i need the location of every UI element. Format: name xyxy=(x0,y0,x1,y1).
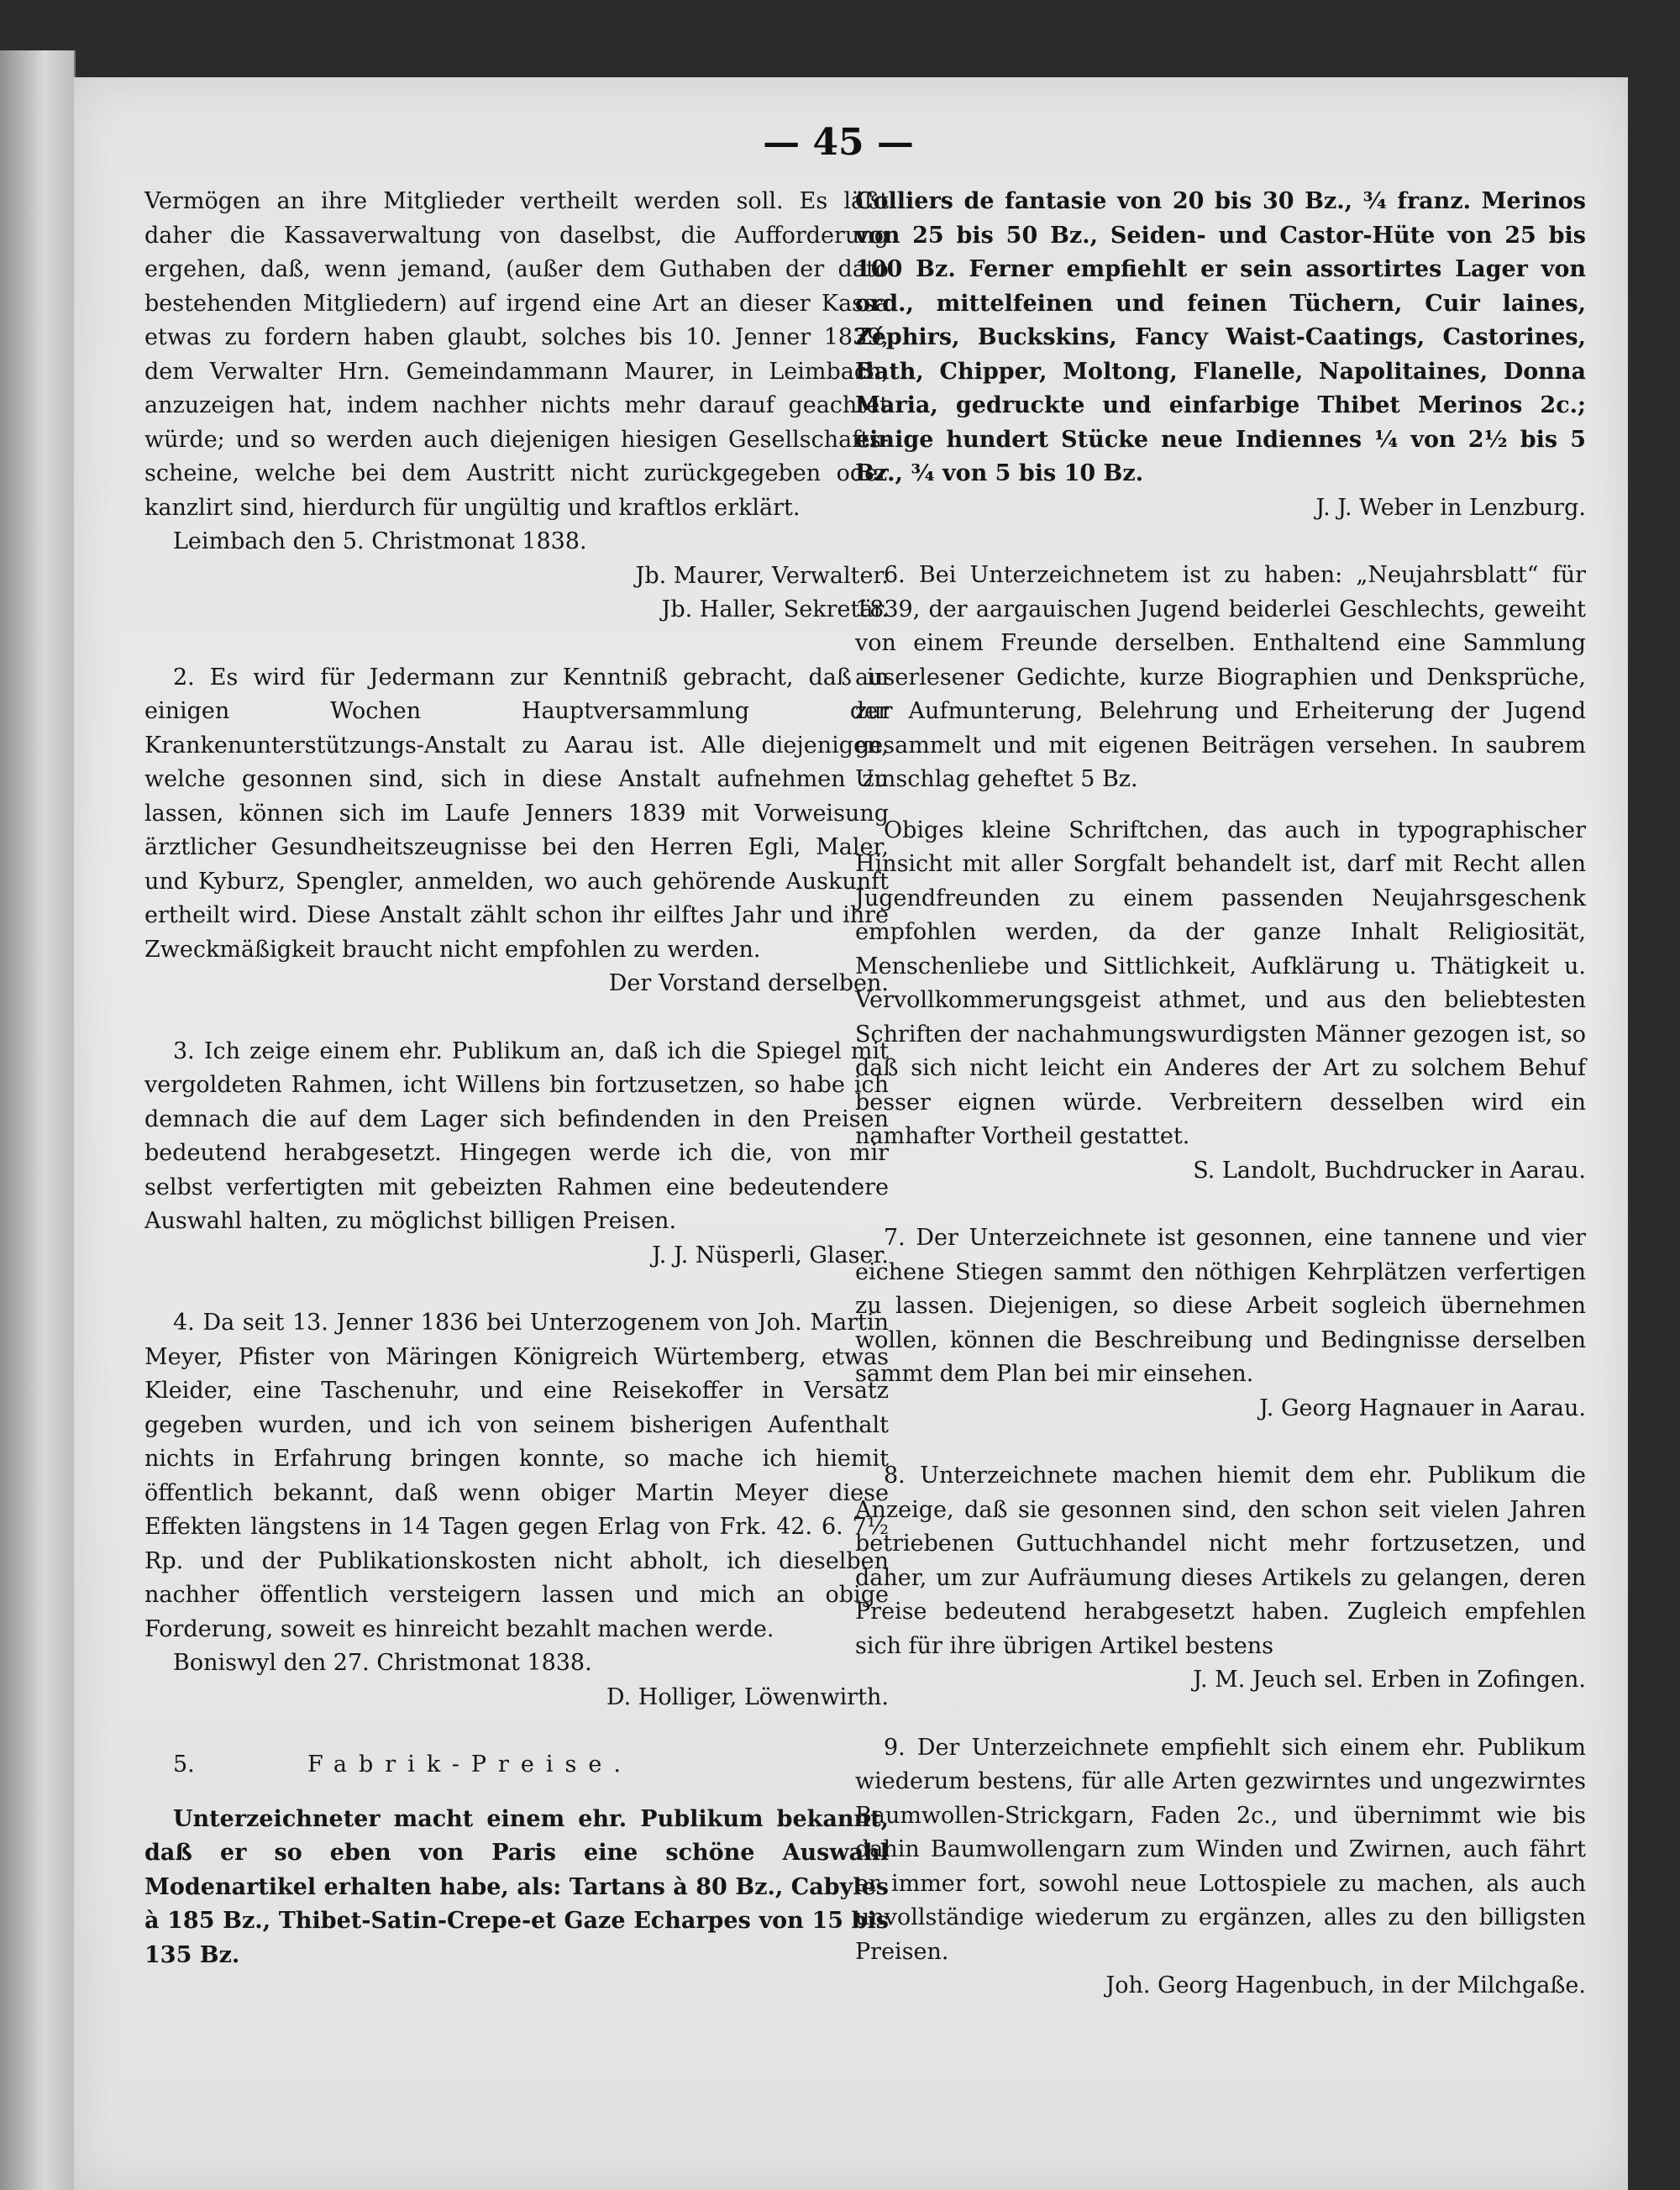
signature: S. Landolt, Buchdrucker in Aarau. xyxy=(1193,1157,1586,1184)
notice-text: 3. Ich zeige einem ehr. Publikum an, daß ich die Spiegel mit vergoldeten Rahmen, icht Willens bin fortzusetzen, so habe ich demnach die auf dem Lager sich befindenden in den Preisen bedeutend herabgesetzt. Hingegen werde ich die, von mir selbst verfertigten mit gebeizten Rahmen eine bedeutendere Auswahl halten, zu möglichst billigen Preisen. xyxy=(144,1037,889,1234)
notice-text: 7. Der Unterzeichnete ist gesonnen, eine tannene und vier eichene Stiegen sammt den nöthigen Kehrplätzen verfertigen zu lassen. Diejenigen, so diese Arbeit sogleich übernehmen wollen, können die Beschreibung und Bedingnisse derselben sammt dem Plan bei mir einsehen. xyxy=(855,1225,1586,1387)
notice-continued xyxy=(144,185,889,628)
adjacent-page-edge xyxy=(0,50,76,2190)
notice-number: 5. xyxy=(173,1751,195,1778)
dateline: Boniswyl den 27. Christmonat 1838. xyxy=(173,1650,592,1676)
notice-4 xyxy=(144,1306,889,1715)
notice-6 xyxy=(855,559,1586,1188)
notice-7 xyxy=(855,1221,1586,1426)
page-number: — 45 — xyxy=(763,121,914,164)
notice-5-continued xyxy=(855,185,1586,525)
notice-9 xyxy=(855,1731,1586,2004)
notice-text: 4. Da seit 13. Jenner 1836 bei Unterzogenem von Joh. Martin Meyer, Pfister von Märingen Königreich Würtemberg, etwas Kleider, eine Taschenuhr, und eine Reisekoffer in Versatz gegeben wurden, und ich von seinem bisherigen Aufenthalt nichts in Erfahrung bringen konnte, so mache ich hiemit öffentlich bekannt, daß wenn obiger Martin Meyer diese Effekten längstens in 14 Tagen gegen Erlag von Frk. 42. 6. 7½ Rp. und der Publikationskosten nicht abholt, ich dieselben nachher öffentlich versteigern lassen und mich an obige Forderung, soweit es hinreicht bezahlt machen werde. xyxy=(144,1310,889,1642)
signature: J. J. Weber in Lenzburg. xyxy=(1315,494,1586,521)
notice-8 xyxy=(855,1459,1586,1698)
notice-heading xyxy=(144,1748,889,1783)
right-column xyxy=(855,185,1586,2037)
signature: J. M. Jeuch sel. Erben in Zofingen. xyxy=(1193,1667,1586,1693)
notice-text-2: Obiges kleine Schriftchen, das auch in typographischer Hinsicht mit aller Sorgfalt behandelt ist, darf mit Recht allen Jugendfreunden zu einem passenden Neujahrsgeschenk empfohlen werden, da der ganze Inhalt Religiosität, Menschenliebe und Sittlichkeit, Aufklärung u. Thätigkeit u. Vervollkommerungsgeist athmet, und aus den beliebtesten Schriften der nachahmungswurdigsten Männer gezogen ist, so daß sich nicht leicht ein Anderes der Art zu solchem Behuf besser eignen würde. Verbreitern desselben wird ein namhafter Vortheil gestattet. xyxy=(855,817,1586,1149)
notice-text: 2. Es wird für Jedermann zur Kenntniß gebracht, daß in einigen Wochen Hauptversammlung der Krankenunterstützungs-Anstalt zu Aarau ist. Alle diejenigen, welche gesonnen sind, sich in diese Anstalt aufnehmen zu lassen, können sich im Laufe Jenners 1839 mit Vorweisung ärztlicher Gesundheitszeugnisse bei den Herren Egli, Maler, und Kyburz, Spengler, anmelden, wo auch gehörende Auskunft ertheilt wird. Diese Anstalt zählt schon ihr eilftes Jahr und ihre Zweckmäßigkeit braucht nicht empfohlen zu werden. xyxy=(144,664,889,963)
signature: Joh. Georg Hagenbuch, in der Milchgaße. xyxy=(1105,1972,1586,1998)
signature: D. Holliger, Löwenwirth. xyxy=(606,1683,889,1710)
dateline: Leimbach den 5. Christmonat 1838. xyxy=(173,528,587,554)
signature: Jb. Haller, Sekretär. xyxy=(661,596,889,622)
signature: Der Vorstand derselben. xyxy=(608,970,889,996)
notice-5 xyxy=(144,1748,889,1972)
signature: J. J. Nüsperli, Glaser. xyxy=(652,1242,889,1268)
notice-title: Fabrik-Preise. xyxy=(307,1751,633,1778)
notice-text: Unterzeichneter macht einem ehr. Publikum bekannt, daß er so eben von Paris eine schöne Auswahl Modenartikel erhalten habe, als: Tartans à 80 Bz., Cabyles à 185 Bz., Thibet-Satin-Crepe-et Gaze Echarpes von 15 bis 135 Bz. xyxy=(144,1805,889,1968)
notice-3 xyxy=(144,1035,889,1274)
notice-text: Vermögen an ihre Mitglieder vertheilt werden soll. Es läßt daher die Kassaverwaltung von daselbst, die Aufforderung ergehen, daß, wenn jemand, (außer dem Guthaben der dato bestehenden Mitgliedern) auf irgend eine Art an dieser Kassa etwas zu fordern haben glaubt, solches bis 10. Jenner 1839, dem Verwalter Hrn. Gemeindammann Maurer, in Leimbach, anzuzeigen hat, indem nachher nichts mehr darauf geachtet würde; und so werden auch diejenigen hiesigen Gesellschafts-scheine, welche bei dem Austritt nicht zurückgegeben oder kanzlirt sind, hierdurch für ungültig und kraftlos erklärt. xyxy=(144,188,889,521)
notice-text: 8. Unterzeichnete machen hiemit dem ehr. Publikum die Anzeige, daß sie gesonnen sind, den schon seit vielen Jahren betriebenen Guttuchhandel nicht mehr fortzusetzen, und daher, um zur Aufräumung dieses Artikels zu gelangen, deren Preise bedeutend herabgesetzt haben. Zugleich empfehlen sich für ihre übrigen Artikel bestens xyxy=(855,1463,1586,1659)
signature: Jb. Maurer, Verwalter. xyxy=(635,562,889,589)
signature: J. Georg Hagnauer in Aarau. xyxy=(1259,1394,1586,1421)
notice-2 xyxy=(144,661,889,1001)
left-column xyxy=(144,185,889,2006)
notice-text: Colliers de fantasie von 20 bis 30 Bz., ¾ franz. Merinos von 25 bis 50 Bz., Seiden- und Castor-Hüte von 25 bis 100 Bz. Ferner empfiehlt er sein assortirtes Lager von ord., mittelfeinen und feinen Tüchern, Cuir laines, Zéphirs, Buckskins, Fancy Waist-Caatings, Castorines, Bath, Chipper, Moltong, Flanelle, Napolitaines, Donna Maria, gedruckte und einfarbige Thibet Merinos 2c.; einige hundert Stücke neue Indiennes ¼ von 2½ bis 5 Bz., ¾ von 5 bis 10 Bz. xyxy=(855,188,1586,486)
notice-text: 6. Bei Unterzeichnetem ist zu haben: „Neujahrsblatt“ für 1839, der aargauischen Jugend beiderlei Geschlechts, geweiht von einem Freunde derselben. Enthaltend eine Sammlung auserlesener Gedichte, kurze Biographien und Denksprüche, zur Aufmunterung, Belehrung und Erheiterung der Jugend gesammelt und mit eigenen Beiträgen versehen. In saubrem Umschlag geheftet 5 Bz. xyxy=(855,562,1586,792)
newspaper-page xyxy=(74,77,1628,2190)
notice-text: 9. Der Unterzeichnete empfiehlt sich einem ehr. Publikum wiederum bestens, für alle Arten gezwirntes und ungezwirntes Baumwollen-Strickgarn, Faden 2c., und übernimmt wie bis dahin Baumwollengarn zum Winden und Zwirnen, auch fährt er immer fort, sowohl neue Lottospiele zu machen, als auch unvollständige wiederum zu ergänzen, alles zu den billigsten Preisen. xyxy=(855,1734,1586,1965)
